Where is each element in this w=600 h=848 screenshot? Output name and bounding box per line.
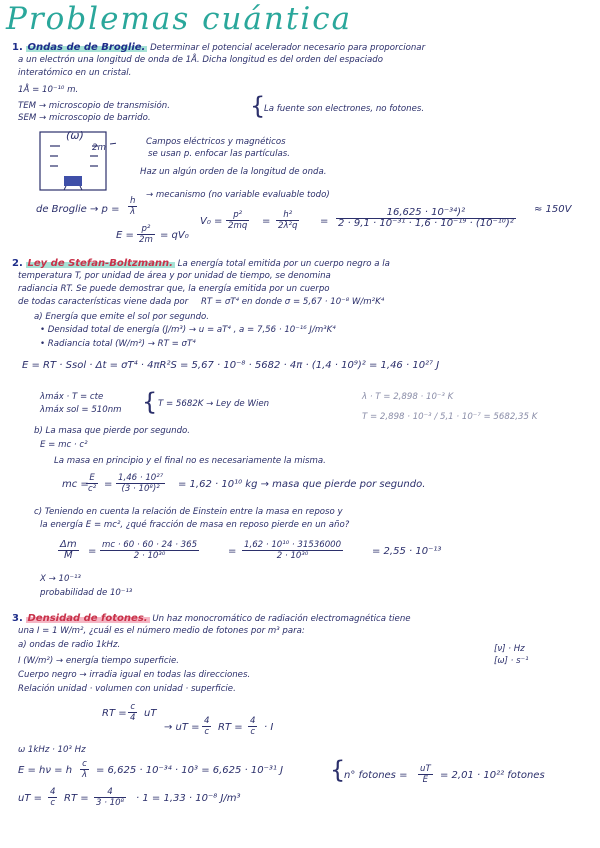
ut-fraction-1 (202, 716, 211, 737)
problem-2-statement-4b: RT = σT⁴ en donde σ = 5,67 · 10⁻⁸ W/m²K⁴ (200, 297, 385, 307)
broglie-label: de Broglie → p = (36, 204, 120, 215)
problem-3-frequency: ω 1kHz · 10³ Hz (18, 745, 86, 755)
v0-fraction-2-num: h² (276, 210, 299, 221)
v0-fraction-1-num: p² (226, 210, 249, 221)
ut-calc-fraction-2-num: 4 (94, 787, 126, 798)
rt-mid: uT (144, 708, 157, 719)
part-b-note: La masa en principio y el final no es necesariamente la misma. (54, 456, 326, 466)
photon-count-den: E (422, 775, 429, 785)
ut-fraction-2 (248, 716, 257, 737)
problem-1-statement-1: Determinar el potencial acelerador necesario para proporcionar (150, 43, 426, 53)
problem-2-statement-3: radiancia RT. Se puede demostrar que, la energía emitida por un cuerpo (18, 284, 330, 294)
photon-count-lhs: n° fotones = (344, 770, 408, 781)
problem-2-statement-4a: de todas características viene dada por (18, 297, 189, 307)
energy-rhs: = qV₀ (160, 230, 189, 241)
brace-symbol: { (330, 756, 346, 784)
problem-1-number: 1. (12, 42, 23, 53)
wien-calc: T = 2,898 · 10⁻³ / 5,1 · 10⁻⁷ = 5682,35 K (362, 412, 538, 422)
ut-calc-mid: RT = (64, 793, 89, 804)
part-a-radiance: • Radiancia total (W/m²) → RT = σT⁴ (40, 339, 196, 349)
v0-fraction-1-den: 2mq (228, 221, 248, 231)
ut-lhs: → uT = (164, 722, 200, 733)
rt-fraction-num: c (128, 702, 137, 713)
part-a-density: • Densidad total de energía (J/m³) → u = aT⁴ , a = 7,56 · 10⁻¹⁶ J/m³K⁴ (40, 325, 336, 335)
part-c-probability: probabilidad de 10⁻¹³ (40, 588, 133, 598)
ut-fraction-1-den: c (204, 727, 210, 737)
diagram-note-1: Campos eléctricos y magnéticos (146, 137, 286, 147)
diagram-label: (ω) (66, 129, 84, 142)
problem-1-tem: TEM → microscopio de transmisión. (18, 101, 170, 111)
problem-2-statement-4 (18, 297, 384, 308)
wien-temperature: T = 5682K → Ley de Wien (158, 399, 270, 409)
problem-1-heading-line (12, 42, 425, 54)
v0-result: ≈ 150V (534, 204, 572, 215)
part-c-fraction-2-num: 1,62 · 10¹⁰ · 31536000 (244, 540, 342, 550)
equals-sign: = (320, 216, 329, 227)
broglie-fraction (128, 196, 137, 217)
problem-3-intensity: I (W/m²) → energía tiempo superficie. (18, 656, 179, 666)
problem-1-note: Haz un algún orden de la longitud de onda. (140, 167, 327, 177)
v0-fraction-3-den: 2 · 9,1 · 10⁻³¹ · 1,6 · 10⁻¹⁹ · (10⁻¹⁰)² (338, 218, 514, 229)
problem-3-statement-2: una I = 1 W/m², ¿cuál es el número medio de fotones por m³ para: (18, 626, 305, 636)
v0-fraction-1 (226, 210, 249, 231)
equals-sign: = (228, 546, 237, 557)
unit-hz: [ν] · Hz (494, 644, 525, 654)
problem-3-part-a: a) ondas de radio 1kHz. (18, 640, 121, 650)
problem-3-blackbody: Cuerpo negro → irradia igual en todas las direcciones. (18, 670, 251, 680)
problem-3-relation: Relación unidad · volumen con unidad · superficie. (18, 684, 236, 694)
part-b-formula: E = mc · c² (40, 440, 88, 450)
energy-fraction (137, 224, 155, 245)
energy-fraction-num: p² (137, 224, 155, 235)
ut-calc-fraction-2 (94, 787, 126, 808)
part-c-approx: X → 10⁻¹³ (40, 574, 81, 584)
rt-fraction (128, 702, 137, 723)
v0-lhs: V₀ = (200, 216, 223, 227)
part-c-fraction-2 (242, 540, 343, 561)
wien-product: λ · T = 2,898 · 10⁻³ K (362, 392, 454, 402)
ut-calc-fraction-1-den: c (50, 798, 56, 808)
photon-energy-fraction (80, 759, 89, 780)
part-b-fraction-2-num: 1,46 · 10²⁷ (118, 473, 164, 483)
part-c-result: = 2,55 · 10⁻¹³ (372, 546, 442, 557)
brace-symbol: { (250, 92, 266, 120)
part-a-question: a) Energía que emite el sol por segundo. (34, 312, 210, 322)
ut-end: · I (264, 722, 274, 733)
ut-calc-fraction-1-num: 4 (50, 787, 56, 797)
problem-1-sem: SEM → microscopio de barrido. (18, 113, 151, 123)
equals-sign: = (262, 216, 271, 227)
problem-2-heading: Ley de Stefan-Boltzmann. (27, 258, 173, 269)
photon-energy-lhs: E = hν = h (18, 765, 73, 776)
part-c-lhs-fraction (58, 540, 79, 561)
problem-2-statement-2: temperatura T, por unidad de área y por unidad de tiempo, se denomina (18, 271, 331, 281)
problem-3-statement-1: Un haz monocromático de radiación electromagnética tiene (152, 614, 411, 624)
page-title: Problemas cuántica (6, 1, 353, 37)
problem-3-heading: Densidad de fotones. (27, 613, 148, 624)
rt-lhs: RT = (102, 708, 127, 719)
brace-symbol: { (142, 388, 158, 416)
photon-count-num: uT (420, 764, 431, 774)
photon-energy-rhs: = 6,625 · 10⁻³⁴ · 10³ = 6,625 · 10⁻³¹ J (96, 765, 284, 776)
part-b-fraction-2-den: (3 · 10⁸)² (121, 484, 160, 494)
part-c-lhs-num: Δm (60, 539, 77, 550)
part-b-rhs: = 1,62 · 10¹⁰ kg → masa que pierde por segundo. (178, 479, 426, 490)
part-a-energy: E = RT · Ssol · Δt = σT⁴ · 4πR²S = 5,67 · 10⁻⁸ · 5682 · 4π · (1,4 · 10⁹)² = 1,46 · 10²⁷ J (22, 360, 440, 371)
problem-2-heading-line (12, 258, 390, 270)
part-b-question: b) La masa que pierde por segundo. (34, 426, 191, 436)
problem-2-number: 2. (12, 258, 23, 269)
v0-fraction-3 (336, 208, 516, 229)
problem-1-statement-2: a un electrón una longitud de onda de 1Å. Dicha longitud es del orden del espaciado (18, 55, 384, 65)
part-c-question-2: la energía E = mc², ¿qué fracción de masa en reposo pierde en un año? (40, 520, 350, 530)
rt-fraction-den: 4 (130, 713, 136, 723)
ut-calc-lhs: uT = (18, 793, 43, 804)
part-c-fraction-1 (100, 540, 199, 561)
problem-2-statement-1: La energía total emitida por un cuerpo negro a la (177, 259, 390, 269)
ut-calc-fraction-2-den: 3 · 10⁸ (96, 798, 125, 808)
part-c-question-1: c) Teniendo en cuenta la relación de Einstein entre la masa en reposo y (34, 507, 343, 517)
photon-count-fraction (418, 764, 433, 785)
problem-3-heading-line (12, 613, 411, 625)
equals-sign: = (104, 479, 113, 490)
ut-mid: RT = (218, 722, 243, 733)
problem-1-statement-3: interatómico en un cristal. (18, 68, 132, 78)
unit-omega: [ω] · s⁻¹ (494, 656, 529, 666)
problem-1-brace-note: La fuente son electrones, no fotones. (264, 104, 425, 114)
part-b-fraction-1-den: c² (88, 484, 97, 494)
diagram-note-2: se usan p. enfocar las partículas. (148, 149, 290, 159)
energy-fraction-den: 2m (139, 235, 153, 245)
part-b-lhs: mc = (62, 479, 89, 490)
problem-1-angstrom: 1Å = 10⁻¹⁰ m. (18, 85, 79, 95)
part-b-fraction-1 (86, 473, 98, 494)
broglie-fraction-num: h (130, 196, 136, 206)
ut-calc-fraction-1 (48, 787, 57, 808)
problem-1-heading: Ondas de de Broglie. (27, 42, 146, 53)
broglie-fraction-den: λ (130, 207, 136, 217)
photon-energy-num: c (80, 759, 89, 770)
v0-fraction-3-num: 16,625 · 10⁻³⁴)² (336, 208, 516, 219)
energy-lhs: E = (116, 230, 134, 241)
ut-fraction-1-num: 4 (204, 716, 210, 726)
ut-calc-rhs: · 1 = 1,33 · 10⁻⁸ J/m³ (136, 793, 241, 804)
photon-count-rhs: = 2,01 · 10²² fotones (440, 770, 545, 781)
part-c-fraction-1-den: 2 · 10³⁰ (133, 551, 166, 561)
broglie-note: → mecanismo (no variable evaluable todo) (146, 190, 330, 200)
part-c-lhs-den: M (63, 550, 73, 561)
part-b-fraction-1-num: E (86, 473, 98, 484)
wien-const: λmáx · T = cte (40, 392, 104, 402)
v0-fraction-2-den: 2λ²q (278, 221, 298, 231)
equals-sign: = (88, 546, 97, 557)
problem-3-number: 3. (12, 613, 23, 624)
photon-energy-den: λ (82, 770, 88, 780)
ut-fraction-2-den: c (250, 727, 256, 737)
diagram-2m: 2m (92, 143, 106, 153)
part-c-fraction-1-num: mc · 60 · 60 · 24 · 365 (102, 540, 198, 550)
wien-lambda-sol: λmáx sol = 510nm (40, 405, 122, 415)
part-b-fraction-2 (116, 473, 165, 494)
v0-fraction-2 (276, 210, 299, 231)
ut-fraction-2-num: 4 (250, 716, 256, 726)
part-c-fraction-2-den: 2 · 10³⁰ (276, 551, 309, 561)
